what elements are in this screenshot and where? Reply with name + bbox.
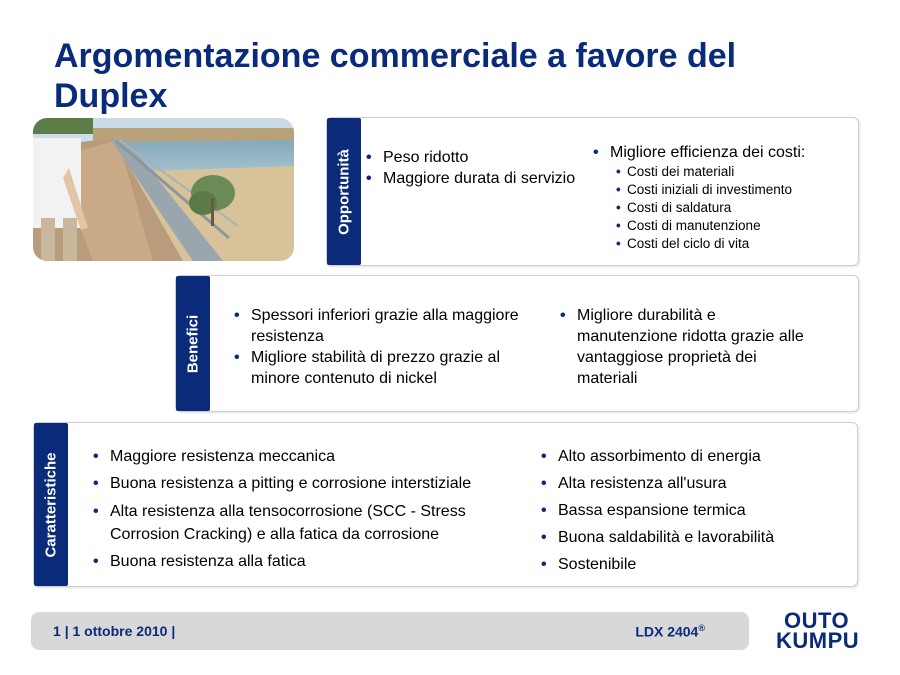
product-name: LDX 2404: [635, 623, 699, 640]
list-item: • Costi del ciclo di vita: [616, 235, 846, 253]
footer-bar: [31, 612, 749, 650]
opportunita-list-right: [591, 142, 853, 163]
footer-date: 1 ottobre 2010: [72, 623, 168, 639]
caratteristiche-list-left: [91, 446, 516, 572]
logo-line-2: KUMPU: [776, 628, 860, 653]
list-item: • Costi dei materiali: [616, 163, 846, 181]
list-item: • Alta resistenza alla tensocorrosione (SCC - Stress Corrosion Cracking) e alla fatica da corrosione: [91, 500, 516, 546]
footer-separator: |: [171, 623, 176, 639]
footer-right: [635, 623, 705, 640]
list-item: • Costi di saldatura: [616, 199, 846, 217]
boardwalk-photo: [33, 118, 294, 261]
list-item: • Alto assorbimento di energia: [539, 446, 839, 467]
list-item: • Buona resistenza alla fatica: [91, 551, 516, 572]
list-item: • Costi iniziali di investimento: [616, 181, 846, 199]
caratteristiche-list-right: [539, 446, 839, 575]
list-item: • Costi di manutenzione: [616, 217, 846, 235]
benefici-list-left: [232, 305, 532, 389]
logo-line-1: OUTO: [784, 608, 850, 633]
list-item: • Peso ridotto: [364, 147, 594, 168]
opportunita-sublist: [616, 163, 846, 253]
list-item: • Bassa espansione termica: [539, 500, 839, 521]
benefici-list-right: [558, 305, 808, 389]
benefici-tab: [176, 276, 210, 411]
list-item: • Migliore stabilità di prezzo grazie al minore contenuto di nickel: [232, 347, 532, 389]
opportunita-panel: [326, 117, 859, 266]
slide-title: Argomentazione commerciale a favore del Duplex: [54, 37, 737, 115]
opportunita-label: Opportunità: [335, 148, 353, 235]
list-item: • Buona saldabilità e lavorabilità: [539, 527, 839, 548]
benefici-label: Benefici: [184, 314, 202, 373]
list-item: • Alta resistenza all'usura: [539, 473, 839, 494]
outokumpu-logo: [776, 608, 872, 653]
list-item: • Spessori inferiori grazie alla maggiore resistenza: [232, 305, 532, 347]
benefici-panel: [175, 275, 859, 412]
page-number: 1: [53, 623, 61, 639]
caratteristiche-tab: [34, 423, 68, 586]
registered-mark: ®: [698, 623, 705, 633]
list-item: • Maggiore durata di servizio: [364, 168, 594, 189]
caratteristiche-label: Caratteristiche: [42, 451, 60, 558]
footer-left: [53, 623, 175, 639]
list-item: • Migliore efficienza dei costi:: [591, 142, 853, 163]
list-item: • Sostenibile: [539, 554, 839, 575]
list-item: • Buona resistenza a pitting e corrosione interstiziale: [91, 473, 516, 494]
list-item: • Migliore durabilità e manutenzione ridotta grazie alle vantaggiose proprietà dei materiali: [558, 305, 808, 389]
list-item: • Maggiore resistenza meccanica: [91, 446, 516, 467]
opportunita-tab: [327, 118, 361, 265]
caratteristiche-panel: [33, 422, 858, 587]
footer-separator: |: [64, 623, 73, 639]
opportunita-list-left: [364, 147, 594, 189]
boardwalk-photo-illustration: [33, 118, 294, 261]
